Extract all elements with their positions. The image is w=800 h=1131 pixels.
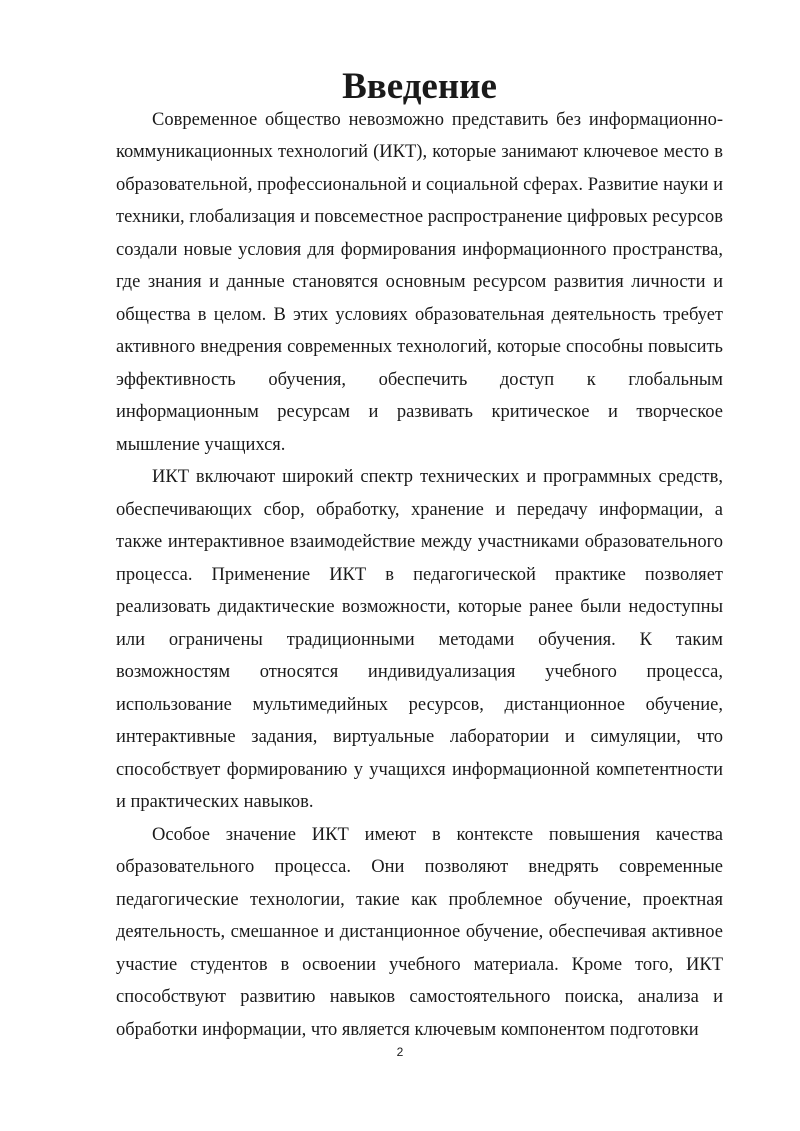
document-page [116, 66, 723, 1046]
page-number: 2 [396, 1045, 404, 1059]
paragraph-ict-definition: ИКТ включают широкий спектр технических и программных средств, обеспечивающих сбор, обработку, хранение и передачу информации, а также интерактивное взаимодействие между участниками образовательного процесса. Применение ИКТ в педагогической практике позволяет реализовать дидактические возможности, которые ранее были недоступны или ограничены традиционными методами обучения. К таким возможностям относятся индивидуализация учебного процесса, использование мультимедийных ресурсов, дистанционное обучение, интерактивные задания, виртуальные лаборатории и симуляции, что способствует формированию у учащихся информационной компетентности и практических навыков. [116, 467, 723, 812]
paragraph-ict-importance: Особое значение ИКТ имеют в контексте повышения качества образовательного процесса. Они позволяют внедрять современные педагогические технологии, такие как проблемное обучение, проектная деятельность, смешанное и дистанционное обучение, обеспечивая активное участие студентов в освоении учебного материала. Кроме того, ИКТ способствуют развитию навыков самостоятельного поиска, анализа и обработки информации, что является ключевым компонентом подготовки [116, 824, 723, 1040]
section-title: Введение [342, 66, 497, 107]
paragraph-intro: Современное общество невозможно представить без информационно-коммуникационных технологий (ИКТ), которые занимают ключевое место в образовательной, профессиональной и социальной сферах. Развитие науки и техники, глобализация и повсеместное распространение цифровых ресурсов создали новые условия для формирования информационного пространства, где знания и данные становятся основным ресурсом развития личности и общества в целом. В этих условиях образовательная деятельность требует активного внедрения современных технологий, которые способны повысить эффективность обучения, обеспечить доступ к глобальным информационным ресурсам и развивать критическое и творческое мышление учащихся. [116, 109, 723, 455]
